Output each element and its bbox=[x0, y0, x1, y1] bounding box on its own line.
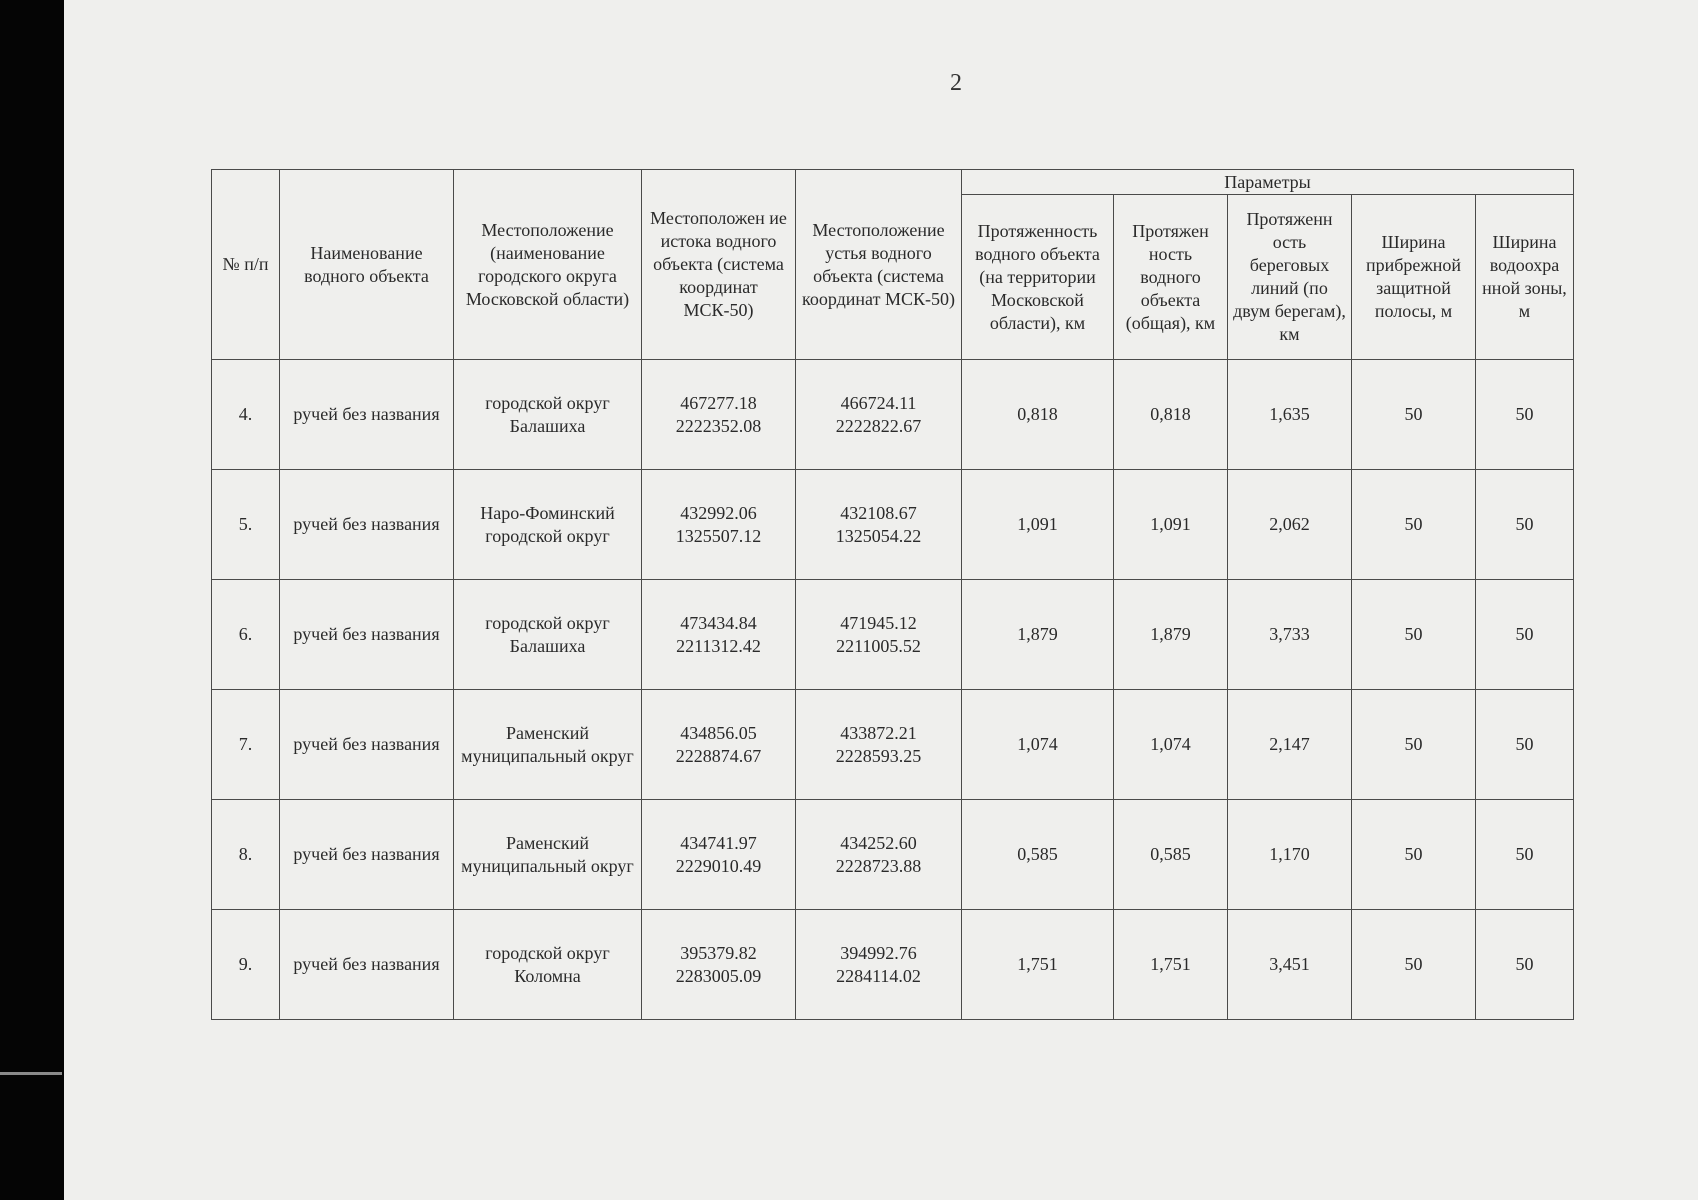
cell-num: 6. bbox=[212, 580, 280, 690]
cell-location: городской округ Балашиха bbox=[454, 580, 642, 690]
cell-num: 7. bbox=[212, 690, 280, 800]
cell-coastal-strip: 50 bbox=[1352, 800, 1476, 910]
header-shoreline: Протяженн ость береговых линий (по двум берегам), км bbox=[1228, 195, 1352, 360]
cell-name: ручей без названия bbox=[280, 800, 454, 910]
cell-source: 432992.06 1325507.12 bbox=[642, 470, 796, 580]
cell-len-region: 1,091 bbox=[962, 470, 1114, 580]
cell-mouth: 394992.76 2284114.02 bbox=[796, 910, 962, 1020]
cell-num: 8. bbox=[212, 800, 280, 910]
cell-source: 434856.05 2228874.67 bbox=[642, 690, 796, 800]
cell-coastal-strip: 50 bbox=[1352, 360, 1476, 470]
cell-name: ручей без названия bbox=[280, 360, 454, 470]
cell-num: 5. bbox=[212, 470, 280, 580]
cell-len-total: 0,818 bbox=[1114, 360, 1228, 470]
cell-protection-zone: 50 bbox=[1476, 690, 1574, 800]
cell-shoreline: 2,062 bbox=[1228, 470, 1352, 580]
scan-artifact-line bbox=[0, 1072, 62, 1075]
cell-name: ручей без названия bbox=[280, 470, 454, 580]
cell-len-region: 0,585 bbox=[962, 800, 1114, 910]
cell-len-total: 0,585 bbox=[1114, 800, 1228, 910]
cell-mouth: 433872.21 2228593.25 bbox=[796, 690, 962, 800]
cell-location: Раменский муниципальный округ bbox=[454, 690, 642, 800]
cell-shoreline: 2,147 bbox=[1228, 690, 1352, 800]
cell-source: 434741.97 2229010.49 bbox=[642, 800, 796, 910]
header-params-group: Параметры bbox=[962, 170, 1574, 195]
cell-mouth: 434252.60 2228723.88 bbox=[796, 800, 962, 910]
cell-protection-zone: 50 bbox=[1476, 470, 1574, 580]
cell-len-region: 1,751 bbox=[962, 910, 1114, 1020]
cell-mouth: 432108.67 1325054.22 bbox=[796, 470, 962, 580]
cell-mouth: 471945.12 2211005.52 bbox=[796, 580, 962, 690]
header-name: Наименование водного объекта bbox=[280, 170, 454, 360]
cell-len-region: 0,818 bbox=[962, 360, 1114, 470]
cell-protection-zone: 50 bbox=[1476, 910, 1574, 1020]
cell-name: ручей без названия bbox=[280, 690, 454, 800]
cell-shoreline: 1,170 bbox=[1228, 800, 1352, 910]
header-len-total: Протяжен ность водного объекта (общая), км bbox=[1114, 195, 1228, 360]
table-header-group-row bbox=[212, 170, 1574, 195]
cell-num: 4. bbox=[212, 360, 280, 470]
cell-source: 395379.82 2283005.09 bbox=[642, 910, 796, 1020]
table-row bbox=[212, 690, 1574, 800]
cell-shoreline: 1,635 bbox=[1228, 360, 1352, 470]
cell-num: 9. bbox=[212, 910, 280, 1020]
cell-len-region: 1,879 bbox=[962, 580, 1114, 690]
table-row bbox=[212, 800, 1574, 910]
cell-coastal-strip: 50 bbox=[1352, 690, 1476, 800]
cell-len-total: 1,074 bbox=[1114, 690, 1228, 800]
page-number: 2 bbox=[950, 70, 962, 96]
cell-source: 473434.84 2211312.42 bbox=[642, 580, 796, 690]
table-row bbox=[212, 470, 1574, 580]
cell-coastal-strip: 50 bbox=[1352, 470, 1476, 580]
cell-shoreline: 3,733 bbox=[1228, 580, 1352, 690]
cell-coastal-strip: 50 bbox=[1352, 910, 1476, 1020]
cell-name: ручей без названия bbox=[280, 910, 454, 1020]
cell-source: 467277.18 2222352.08 bbox=[642, 360, 796, 470]
table-row bbox=[212, 910, 1574, 1020]
cell-mouth: 466724.11 2222822.67 bbox=[796, 360, 962, 470]
cell-len-total: 1,879 bbox=[1114, 580, 1228, 690]
header-coastal-strip: Ширина прибрежной защитной полосы, м bbox=[1352, 195, 1476, 360]
header-mouth: Местоположение устья водного объекта (система координат МСК-50) bbox=[796, 170, 962, 360]
cell-len-total: 1,751 bbox=[1114, 910, 1228, 1020]
table-row bbox=[212, 360, 1574, 470]
cell-shoreline: 3,451 bbox=[1228, 910, 1352, 1020]
header-location: Местоположение (наименование городского округа Московской области) bbox=[454, 170, 642, 360]
cell-len-total: 1,091 bbox=[1114, 470, 1228, 580]
cell-protection-zone: 50 bbox=[1476, 360, 1574, 470]
header-len-region: Протяженность водного объекта (на территории Московской области), км bbox=[962, 195, 1114, 360]
cell-location: Наро-Фоминский городской округ bbox=[454, 470, 642, 580]
cell-len-region: 1,074 bbox=[962, 690, 1114, 800]
cell-location: городской округ Балашиха bbox=[454, 360, 642, 470]
water-objects-table bbox=[211, 169, 1574, 1020]
header-protection-zone: Ширина водоохра нной зоны, м bbox=[1476, 195, 1574, 360]
cell-location: Раменский муниципальный округ bbox=[454, 800, 642, 910]
cell-protection-zone: 50 bbox=[1476, 580, 1574, 690]
table-row bbox=[212, 580, 1574, 690]
cell-name: ручей без названия bbox=[280, 580, 454, 690]
header-source: Местоположен ие истока водного объекта (система координат МСК-50) bbox=[642, 170, 796, 360]
cell-location: городской округ Коломна bbox=[454, 910, 642, 1020]
header-num: № п/п bbox=[212, 170, 280, 360]
cell-coastal-strip: 50 bbox=[1352, 580, 1476, 690]
cell-protection-zone: 50 bbox=[1476, 800, 1574, 910]
scan-dark-margin bbox=[0, 0, 64, 1200]
